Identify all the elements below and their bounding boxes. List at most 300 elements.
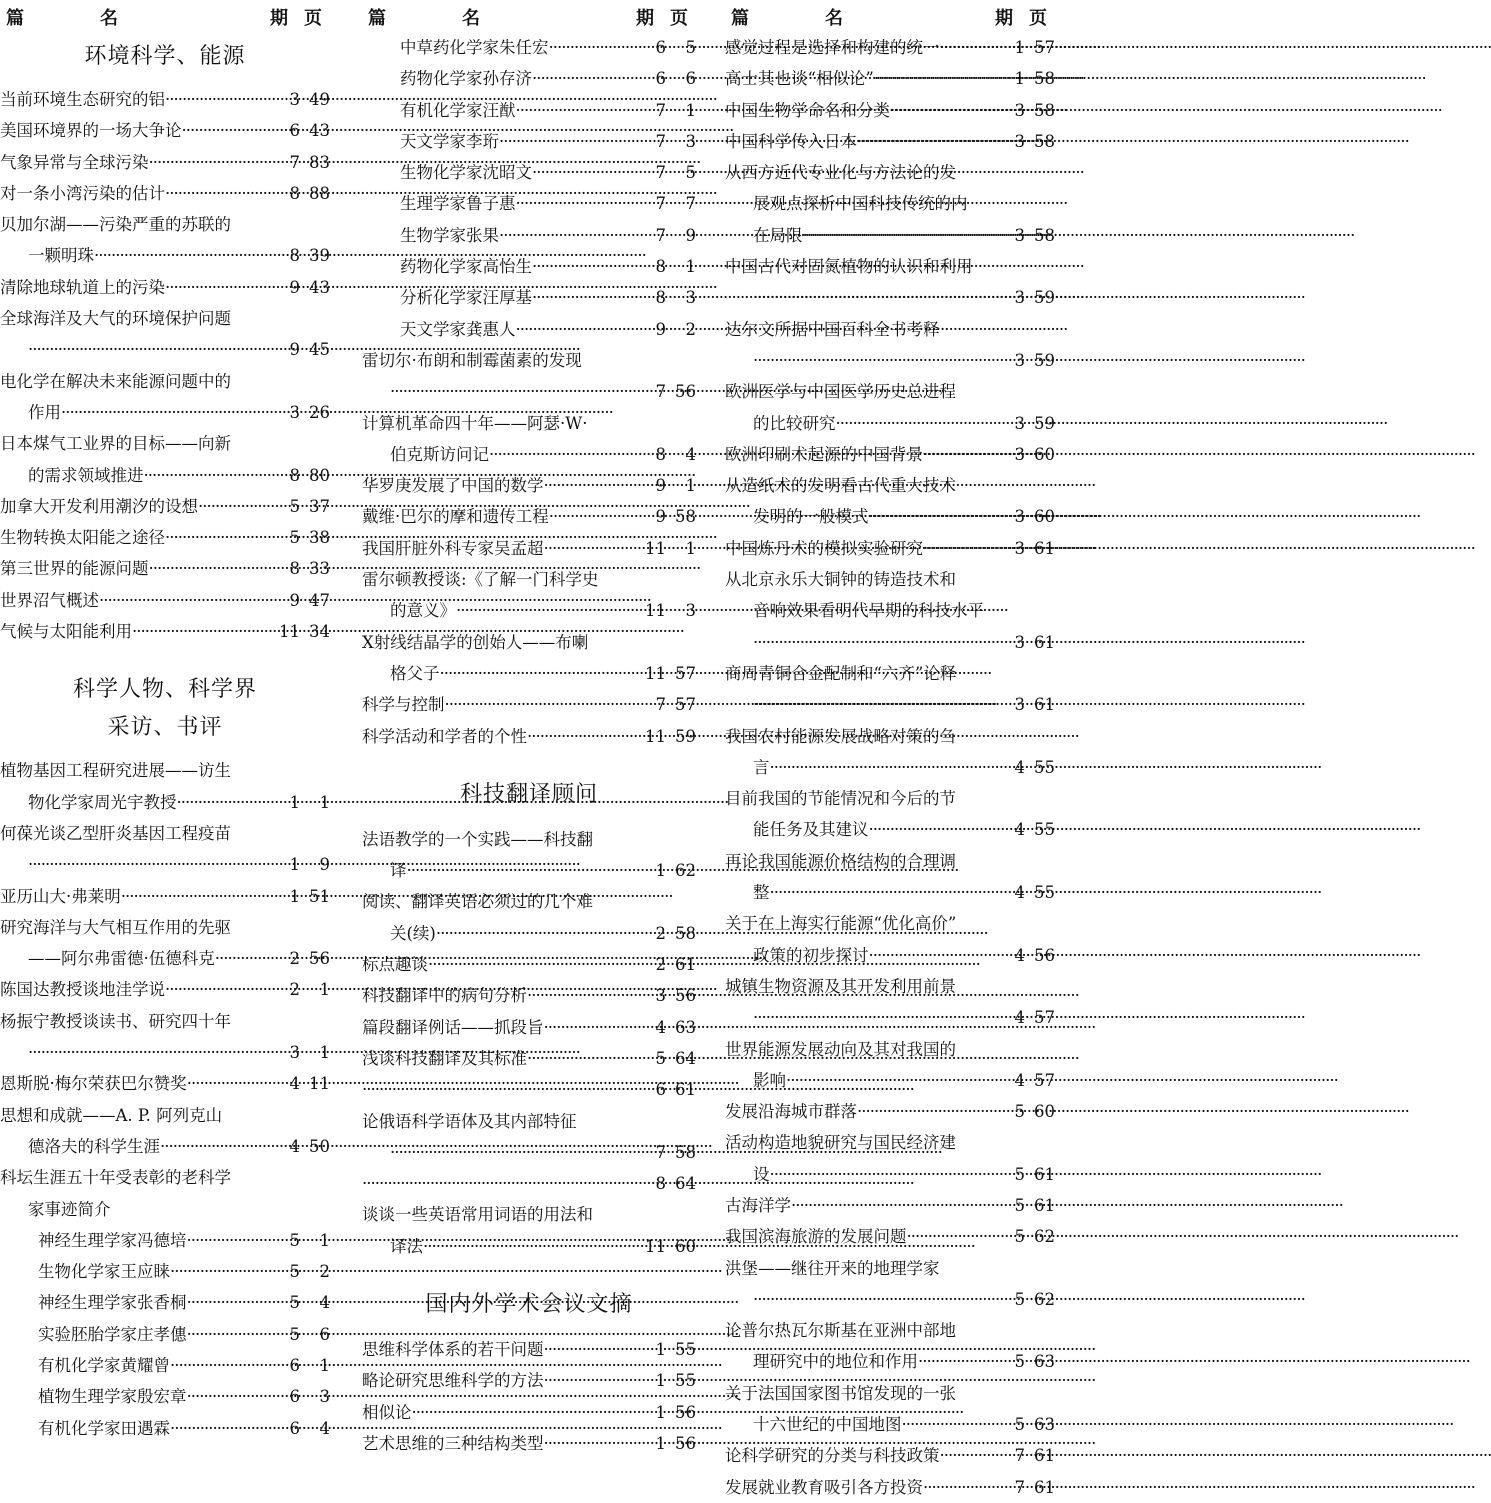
entry-title: 伯克斯访问记 <box>390 444 489 464</box>
entry-title: 贝加尔湖——污染严重的苏联的 <box>0 215 231 235</box>
index-entry <box>0 428 330 491</box>
issue-number: 7 <box>655 100 666 120</box>
issue-number: 7 <box>655 225 666 245</box>
entry-title: 再论我国能源价格结构的合理调 <box>725 851 956 871</box>
index-entry <box>0 755 330 818</box>
page-number: 62 <box>675 861 696 881</box>
page-number: 4 <box>319 1418 330 1438</box>
issue-number: 9 <box>655 319 666 339</box>
index-entry <box>725 564 1055 658</box>
issue-number: 3 <box>289 1043 300 1063</box>
page-number: 4 <box>319 1293 330 1313</box>
page-number: 2 <box>319 1262 330 1282</box>
entry-title: 高士其也谈“相似论” <box>725 69 874 89</box>
entry-title: 杨振宁教授谈读书、研究四十年 <box>0 1011 231 1031</box>
leader-dots <box>918 1346 1013 1377</box>
entry-title: 十六世纪的中国地图 <box>753 1415 902 1435</box>
issue-number: 7 <box>655 1142 666 1162</box>
page-number: 5 <box>685 163 696 183</box>
index-entry <box>362 1334 696 1365</box>
leader-dots <box>857 126 1013 157</box>
entry-title: 生物化学家沈昭文 <box>400 163 532 183</box>
entry-title: 言 <box>753 757 770 777</box>
index-entry <box>725 783 1055 846</box>
index-entry <box>0 1162 330 1225</box>
leader-dots <box>390 1137 654 1168</box>
index-entry <box>725 1440 1055 1471</box>
issue-number: 8 <box>289 465 300 485</box>
page-number: 83 <box>309 152 330 172</box>
entry-title: 洪堡——继往开来的地理学家 <box>725 1258 940 1278</box>
leader-dots <box>527 721 643 752</box>
leader-dots <box>28 1037 288 1068</box>
entry-title: 陈国达教授谈地洼学说 <box>0 980 165 1000</box>
issue-number: 6 <box>289 1418 300 1438</box>
leader-dots <box>532 157 654 188</box>
leader-dots <box>61 397 288 428</box>
page-number: 2 <box>685 319 696 339</box>
page-number: 59 <box>1034 413 1055 433</box>
page-number: 4 <box>685 444 696 464</box>
index-entry <box>725 721 1055 784</box>
index-entry <box>0 147 330 178</box>
page-number: 39 <box>309 246 330 266</box>
issue-number: 8 <box>289 246 300 266</box>
issue-number: 8 <box>655 257 666 277</box>
section-heading: 科技翻译顾问 <box>459 781 598 807</box>
index-entry <box>362 1199 696 1262</box>
page-number: 1 <box>319 1230 330 1250</box>
entry-title: 在局限 <box>753 225 803 245</box>
page-number: 61 <box>1034 1446 1055 1466</box>
leader-dots <box>165 84 288 115</box>
issue-number: 7 <box>655 131 666 151</box>
leader-dots <box>499 126 654 157</box>
issue-number: 5 <box>1014 1289 1025 1309</box>
index-entry <box>0 585 330 616</box>
page-number: 57 <box>1034 1008 1055 1028</box>
leader-dots <box>362 1074 654 1105</box>
leader-dots <box>869 814 1013 845</box>
entry-title: 谈谈一些英语常用词语的用法和 <box>362 1205 593 1225</box>
page-number: 64 <box>675 1048 696 1068</box>
leader-dots <box>440 658 644 689</box>
leader-dots <box>753 1284 1013 1315</box>
entry-title: 理研究中的地位和作用 <box>753 1352 918 1372</box>
index-entry <box>725 846 1055 909</box>
leader-dots <box>527 1043 654 1074</box>
index-entry <box>362 721 696 752</box>
index-entry <box>0 616 330 647</box>
entry-title: 达尔文所据中国百科全书考释 <box>725 319 940 339</box>
entry-title: 从造纸术的发明看古代重大技术 <box>725 476 956 496</box>
page-number: 1 <box>319 792 330 812</box>
issue-number: 6 <box>655 38 666 57</box>
leader-dots <box>544 1365 654 1396</box>
issue-number: 1 <box>289 855 300 875</box>
issue-number: 4 <box>1014 1008 1025 1028</box>
entry-title: 实验胚胎学家庄孝僡 <box>38 1324 187 1344</box>
issue-number: 3 <box>1014 288 1025 308</box>
leader-dots <box>187 1225 288 1256</box>
entry-title: 加拿大开发利用潮汐的设想 <box>0 496 198 516</box>
page-number: 61 <box>1034 632 1055 652</box>
index-entry <box>725 32 1055 63</box>
issue-number: 11 <box>645 538 666 558</box>
issue-number: 5 <box>1014 1352 1025 1372</box>
entry-title: 清除地球轨道上的污染 <box>0 277 165 297</box>
entry-title: 神经生理学家冯德培 <box>38 1230 187 1250</box>
entry-title: 雷切尔·布朗和制霉菌素的发现 <box>362 350 582 370</box>
page-number: 56 <box>675 986 696 1006</box>
entry-title: 一颗明珠 <box>28 246 94 266</box>
entry-title: 药物化学家孙存济 <box>400 69 532 89</box>
entry-title: 分析化学家汪厚基 <box>400 288 532 308</box>
leader-dots <box>412 1397 654 1428</box>
issue-number: 4 <box>1014 883 1025 903</box>
issue-number: 3 <box>1014 444 1025 464</box>
entry-title: 天文学家龚惠人 <box>400 319 516 339</box>
page-number: 55 <box>1034 883 1055 903</box>
entry-title: 物化学家周光宇教授 <box>28 792 177 812</box>
leader-dots <box>770 1159 1013 1190</box>
entry-title: 当前环境生态研究的铝 <box>0 90 165 109</box>
entry-title: ——阿尔弗雷德·伍德科克 <box>28 949 215 969</box>
issue-number: 8 <box>655 444 666 464</box>
leader-dots <box>532 282 654 313</box>
entry-title: 的需求领域推进 <box>28 465 144 485</box>
entry-title: 法语教学的一个实践——科技翻 <box>362 829 593 849</box>
index-entry <box>725 1315 1055 1378</box>
issue-number: 5 <box>289 1230 300 1250</box>
index-entry <box>362 188 696 219</box>
index-entry <box>0 1350 330 1381</box>
leader-dots <box>489 439 654 470</box>
page-number: 58 <box>1034 225 1055 245</box>
leader-dots <box>165 974 288 1005</box>
issue-number: 1 <box>655 1339 666 1359</box>
page-number: 26 <box>309 402 330 422</box>
entry-title: 相似论 <box>362 1402 412 1422</box>
entry-title: 有机化学家黄耀曾 <box>38 1355 170 1375</box>
entry-title: 电化学在解决未来能源问题中的 <box>0 371 231 391</box>
issue-number: 6 <box>289 1387 300 1407</box>
issue-number: 3 <box>1014 632 1025 652</box>
entry-title: 我国农村能源发展战略对策的刍 <box>725 726 956 746</box>
entry-title: 生物化学家王应睐 <box>38 1262 170 1282</box>
page-number: 56 <box>1034 945 1055 965</box>
index-entry <box>362 282 696 313</box>
page-number: 58 <box>675 1142 696 1162</box>
page-number: 56 <box>675 1402 696 1422</box>
entry-title: 的比较研究 <box>753 413 836 433</box>
column-body <box>362 32 696 1459</box>
issue-number: 1 <box>289 886 300 906</box>
leader-dots <box>28 849 288 880</box>
column-body <box>725 32 1055 1503</box>
leader-dots <box>187 1319 288 1350</box>
entry-title: 神经生理学家张香桐 <box>38 1293 187 1313</box>
issue-number: 3 <box>1014 507 1025 527</box>
issue-number: 5 <box>289 528 300 548</box>
leader-dots <box>28 334 288 365</box>
entry-title: 阅读、翻译英语必须过的几个难 <box>362 892 593 912</box>
page-number: 61 <box>675 955 696 975</box>
column-1 <box>0 0 330 1444</box>
page-number: 11 <box>309 1074 330 1094</box>
issue-number: 3 <box>289 90 300 109</box>
issue-number: 3 <box>655 986 666 1006</box>
leader-dots <box>187 1287 288 1318</box>
leader-dots <box>753 282 1013 313</box>
page-number: 58 <box>675 923 696 943</box>
index-entry <box>725 658 1055 721</box>
leader-dots <box>423 1231 643 1262</box>
issue-number: 5 <box>289 496 300 516</box>
leader-dots <box>499 220 654 251</box>
index-entry <box>0 303 330 366</box>
index-entry <box>362 689 696 720</box>
page-number: 50 <box>309 1136 330 1156</box>
page-number: 60 <box>675 1236 696 1256</box>
issue-number: 3 <box>1014 413 1025 433</box>
issue-number: 2 <box>289 949 300 969</box>
page-number: 5 <box>685 38 696 57</box>
leader-dots <box>753 627 1013 658</box>
page-number: 47 <box>309 590 330 610</box>
leader-dots <box>532 251 654 282</box>
section-heading: 科学人物、科学界 采访、书评 <box>72 677 257 741</box>
issue-number: 6 <box>655 69 666 89</box>
column-header: 篇 名 期 页 <box>6 8 322 29</box>
index-entry <box>362 1106 696 1169</box>
entry-title: 中国炼丹术的模拟实验研究 <box>725 538 923 558</box>
index-entry <box>0 974 330 1005</box>
leader-dots <box>803 220 1013 251</box>
entry-title: 译法 <box>390 1236 423 1256</box>
issue-number: 4 <box>1014 820 1025 840</box>
issue-number: 7 <box>289 152 300 172</box>
issue-number: 1 <box>655 1433 666 1453</box>
leader-dots <box>869 940 1013 971</box>
entry-title: 有机化学家汪猷 <box>400 100 516 120</box>
leader-dots <box>786 1065 1013 1096</box>
page-number: 64 <box>675 1174 696 1194</box>
issue-number: 1 <box>289 792 300 812</box>
entry-title: 科技翻译中的病句分析 <box>362 986 527 1006</box>
entry-title: 美国环境界的一场大争论 <box>0 121 182 141</box>
leader-dots <box>160 1131 288 1162</box>
index-entry <box>362 824 696 887</box>
issue-number: 1 <box>655 1371 666 1391</box>
leader-dots <box>99 585 288 616</box>
entry-title: 气象异常与全球污染 <box>0 152 149 172</box>
index-entry <box>362 980 696 1011</box>
index-entry <box>362 886 696 949</box>
index-entry <box>362 1043 696 1074</box>
index-entry <box>0 209 330 272</box>
leader-dots <box>857 1096 1013 1127</box>
page-number: 61 <box>1034 1477 1055 1497</box>
index-entry <box>362 408 696 471</box>
entry-title: 思想和成就——A. P. 阿列克山 <box>0 1105 223 1125</box>
issue-number: 4 <box>655 1017 666 1037</box>
index-entry <box>725 971 1055 1034</box>
index-entry <box>0 1256 330 1287</box>
entry-title: 论俄语科学语体及其内部特征 <box>362 1111 577 1131</box>
entry-title: 关于法国国家图书馆发现的一张 <box>725 1383 956 1403</box>
issue-number: 5 <box>289 1262 300 1282</box>
page-number: 55 <box>675 1339 696 1359</box>
leader-dots <box>516 188 654 219</box>
entry-title: 科学与控制 <box>362 695 445 715</box>
entry-title: 篇段翻译例话——抓段旨 <box>362 1017 544 1037</box>
entry-title: 整 <box>753 883 770 903</box>
page-number: 6 <box>319 1324 330 1344</box>
leader-dots <box>907 1221 1013 1252</box>
leader-dots <box>869 501 1013 532</box>
leader-dots <box>177 787 288 818</box>
issue-number: 5 <box>1014 1102 1025 1122</box>
index-entry <box>0 553 330 584</box>
issue-number: 3 <box>1014 100 1025 120</box>
index-entry <box>725 1253 1055 1316</box>
index-entry <box>362 1365 696 1396</box>
issue-number: 5 <box>1014 1164 1025 1184</box>
entry-title: 音响效果看明代早期的科技水平 <box>753 601 984 621</box>
issue-number: 9 <box>289 277 300 297</box>
issue-number: 5 <box>1014 1195 1025 1215</box>
page-number: 60 <box>1034 1102 1055 1122</box>
issue-number: 4 <box>289 1074 300 1094</box>
index-entry <box>0 115 330 146</box>
entry-title: 能任务及其建议 <box>753 820 869 840</box>
index-entry <box>725 376 1055 439</box>
entry-title: 关(续) <box>390 923 436 943</box>
index-entry <box>725 314 1055 377</box>
issue-number: 11 <box>279 622 300 642</box>
leader-dots <box>165 178 288 209</box>
leader-dots <box>516 95 654 126</box>
index-entry <box>0 491 330 522</box>
page-number: 58 <box>1034 69 1055 89</box>
issue-number: 3 <box>289 402 300 422</box>
index-entry <box>362 1397 696 1428</box>
index-entry <box>0 818 330 881</box>
issue-number: 3 <box>1014 131 1025 151</box>
page-number: 62 <box>1034 1227 1055 1247</box>
entry-title: 何葆光谈乙型肝炎基因工程疫苗 <box>0 823 231 843</box>
issue-number: 8 <box>289 559 300 579</box>
leader-dots <box>791 1190 1013 1221</box>
issue-number: 1 <box>655 861 666 881</box>
entry-title: 中国生物学命名和分类 <box>725 100 890 120</box>
index-entry <box>362 949 696 980</box>
index-entry <box>362 63 696 94</box>
index-entry <box>725 1378 1055 1441</box>
page-number: 43 <box>309 277 330 297</box>
leader-dots <box>428 949 654 980</box>
page-number: 1 <box>685 538 696 558</box>
issue-number: 7 <box>655 382 666 402</box>
index-entry <box>362 345 696 408</box>
entry-title: 发展沿海城市群落 <box>725 1102 857 1122</box>
leader-dots <box>436 918 654 949</box>
index-entry <box>725 908 1055 971</box>
index-entry <box>725 1034 1055 1097</box>
leader-dots <box>753 1002 1013 1033</box>
issue-number: 4 <box>289 1136 300 1156</box>
page-number: 58 <box>1034 131 1055 151</box>
leader-dots <box>362 1168 654 1199</box>
page-number: 59 <box>675 726 696 746</box>
issue-number: 11 <box>645 1236 666 1256</box>
entry-title: 亚历山大·弗莱明 <box>0 886 121 906</box>
index-entry <box>362 220 696 251</box>
index-entry <box>725 1190 1055 1221</box>
column-3 <box>725 0 1055 1503</box>
leader-dots <box>94 240 288 271</box>
leader-dots <box>149 553 288 584</box>
page-number: 59 <box>1034 288 1055 308</box>
leader-dots <box>902 1409 1013 1440</box>
column-header: 篇 名 期 页 <box>731 8 1047 29</box>
entry-title: 略论研究思维科学的方法 <box>362 1371 544 1391</box>
index-entry <box>725 126 1055 157</box>
page-number: 59 <box>1034 350 1055 370</box>
entry-title: 对一条小湾污染的估计 <box>0 183 165 203</box>
entry-title: 感觉过程是选择和构建的统一 <box>725 38 940 57</box>
entry-title: 标点趣谈 <box>362 955 428 975</box>
issue-number: 9 <box>655 476 666 496</box>
page-number: 80 <box>309 465 330 485</box>
index-entry <box>362 1428 696 1459</box>
entry-title: 华罗庚发展了中国的数学 <box>362 476 544 496</box>
issue-number: 11 <box>645 663 666 683</box>
page-number: 3 <box>685 288 696 308</box>
leader-dots <box>544 1428 654 1459</box>
entry-title: 植物生理学家殷宏章 <box>38 1387 187 1407</box>
leader-dots <box>549 501 654 532</box>
issue-number: 6 <box>289 121 300 141</box>
column-2 <box>362 0 696 1459</box>
issue-number: 11 <box>645 726 666 746</box>
page-number: 61 <box>1034 1164 1055 1184</box>
leader-dots <box>215 943 288 974</box>
entry-title: 活动构造地貌研究与国民经济建 <box>725 1133 956 1153</box>
leader-dots <box>923 533 1013 564</box>
page-number: 57 <box>1034 38 1055 57</box>
leader-dots <box>132 616 277 647</box>
issue-number: 3 <box>1014 695 1025 715</box>
leader-dots <box>940 1440 1013 1471</box>
entry-title: 生物转换太阳能之途径 <box>0 528 165 548</box>
leader-dots <box>923 1472 1013 1503</box>
page-number: 1 <box>319 980 330 1000</box>
entry-title: 天文学家李珩 <box>400 131 499 151</box>
issue-number: 1 <box>655 1402 666 1422</box>
leader-dots <box>121 881 288 912</box>
entry-title: 古海洋学 <box>725 1195 791 1215</box>
page-number: 58 <box>675 507 696 527</box>
leader-dots <box>182 115 288 146</box>
page-number: 6 <box>685 69 696 89</box>
page-number: 3 <box>685 601 696 621</box>
issue-number: 8 <box>289 183 300 203</box>
entry-title: 第三世界的能源问题 <box>0 559 149 579</box>
entry-title: 格父子 <box>390 663 440 683</box>
issue-number: 8 <box>655 288 666 308</box>
